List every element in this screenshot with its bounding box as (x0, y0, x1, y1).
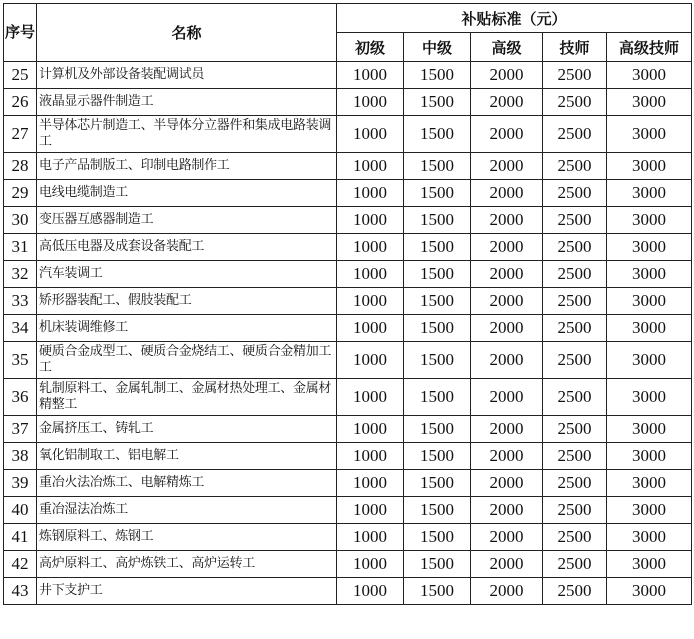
value-technician: 2500 (543, 524, 607, 551)
value-senior: 2000 (471, 180, 543, 207)
row-seq: 38 (4, 443, 37, 470)
value-senior: 2000 (471, 524, 543, 551)
table-row (4, 551, 692, 578)
row-name: 金属挤压工、铸轧工 (37, 416, 337, 443)
row-seq: 33 (4, 288, 37, 315)
value-junior: 1000 (337, 261, 404, 288)
header-subsidy-group-label: 补贴标准（元） (461, 9, 567, 28)
value-junior: 1000 (337, 342, 404, 379)
row-name: 电子产品制版工、印制电路制作工 (37, 153, 337, 180)
header-name (37, 4, 337, 62)
row-name: 炼钢原料工、炼钢工 (37, 524, 337, 551)
value-senior-technician: 3000 (607, 342, 692, 379)
value-senior-technician: 3000 (607, 180, 692, 207)
table-row (4, 379, 692, 416)
value-senior-technician: 3000 (607, 578, 692, 605)
row-name: 半导体芯片制造工、半导体分立器件和集成电路装调工 (37, 116, 337, 153)
header-level-intermediate: 中级 (404, 33, 471, 62)
value-junior: 1000 (337, 116, 404, 153)
value-senior-technician: 3000 (607, 288, 692, 315)
value-technician: 2500 (543, 288, 607, 315)
value-technician: 2500 (543, 153, 607, 180)
row-seq: 40 (4, 497, 37, 524)
table-row (4, 342, 692, 379)
value-senior: 2000 (471, 470, 543, 497)
value-senior: 2000 (471, 234, 543, 261)
value-junior: 1000 (337, 62, 404, 89)
value-senior: 2000 (471, 116, 543, 153)
table-row (4, 578, 692, 605)
row-name: 重冶火法冶炼工、电解精炼工 (37, 470, 337, 497)
value-technician: 2500 (543, 551, 607, 578)
row-name: 高炉原料工、高炉炼铁工、高炉运转工 (37, 551, 337, 578)
value-technician: 2500 (543, 497, 607, 524)
table-row (4, 416, 692, 443)
value-senior: 2000 (471, 443, 543, 470)
row-name: 轧制原料工、金属轧制工、金属材热处理工、金属材精整工 (37, 379, 337, 416)
subsidy-standard-table (3, 3, 692, 605)
value-intermediate: 1500 (404, 497, 471, 524)
header-name-label: 名称 (171, 24, 202, 42)
value-senior: 2000 (471, 578, 543, 605)
table-row (4, 443, 692, 470)
row-seq: 37 (4, 416, 37, 443)
value-junior: 1000 (337, 470, 404, 497)
row-name: 计算机及外部设备装配调试员 (37, 62, 337, 89)
value-intermediate: 1500 (404, 578, 471, 605)
row-name: 硬质合金成型工、硬质合金烧结工、硬质合金精加工工 (37, 342, 337, 379)
value-technician: 2500 (543, 207, 607, 234)
header-row-top (4, 4, 692, 33)
value-senior: 2000 (471, 315, 543, 342)
table-row (4, 153, 692, 180)
row-seq: 26 (4, 89, 37, 116)
value-intermediate: 1500 (404, 524, 471, 551)
row-seq: 34 (4, 315, 37, 342)
value-intermediate: 1500 (404, 288, 471, 315)
value-senior: 2000 (471, 379, 543, 416)
value-junior: 1000 (337, 524, 404, 551)
value-senior-technician: 3000 (607, 153, 692, 180)
value-junior: 1000 (337, 578, 404, 605)
header-level-senior: 高级 (471, 33, 543, 62)
table-row (4, 234, 692, 261)
value-senior-technician: 3000 (607, 261, 692, 288)
value-junior: 1000 (337, 89, 404, 116)
value-senior: 2000 (471, 89, 543, 116)
value-junior: 1000 (337, 379, 404, 416)
value-intermediate: 1500 (404, 89, 471, 116)
row-name: 汽车装调工 (37, 261, 337, 288)
value-intermediate: 1500 (404, 180, 471, 207)
value-technician: 2500 (543, 416, 607, 443)
value-intermediate: 1500 (404, 315, 471, 342)
header-seq (4, 4, 37, 62)
row-seq: 27 (4, 116, 37, 153)
value-technician: 2500 (543, 62, 607, 89)
value-senior-technician: 3000 (607, 497, 692, 524)
row-seq: 36 (4, 379, 37, 416)
header-level-junior: 初级 (337, 33, 404, 62)
value-senior: 2000 (471, 342, 543, 379)
row-name: 井下支护工 (37, 578, 337, 605)
value-senior-technician: 3000 (607, 234, 692, 261)
value-technician: 2500 (543, 180, 607, 207)
value-technician: 2500 (543, 578, 607, 605)
value-intermediate: 1500 (404, 443, 471, 470)
header-level-technician: 技师 (543, 33, 607, 62)
row-name: 高低压电器及成套设备装配工 (37, 234, 337, 261)
value-intermediate: 1500 (404, 261, 471, 288)
table-row (4, 315, 692, 342)
value-senior: 2000 (471, 62, 543, 89)
row-name: 电线电缆制造工 (37, 180, 337, 207)
value-intermediate: 1500 (404, 470, 471, 497)
value-technician: 2500 (543, 443, 607, 470)
row-seq: 41 (4, 524, 37, 551)
value-intermediate: 1500 (404, 153, 471, 180)
value-technician: 2500 (543, 116, 607, 153)
table-row (4, 207, 692, 234)
value-junior: 1000 (337, 153, 404, 180)
header-level-senior-technician: 高级技师 (607, 33, 692, 62)
table-row (4, 524, 692, 551)
value-senior-technician: 3000 (607, 524, 692, 551)
value-senior: 2000 (471, 416, 543, 443)
value-intermediate: 1500 (404, 62, 471, 89)
value-senior-technician: 3000 (607, 315, 692, 342)
value-senior-technician: 3000 (607, 443, 692, 470)
value-intermediate: 1500 (404, 342, 471, 379)
row-seq: 35 (4, 342, 37, 379)
value-senior-technician: 3000 (607, 416, 692, 443)
value-intermediate: 1500 (404, 207, 471, 234)
value-senior-technician: 3000 (607, 207, 692, 234)
value-senior: 2000 (471, 497, 543, 524)
value-senior-technician: 3000 (607, 89, 692, 116)
table-row (4, 89, 692, 116)
row-name: 机床装调维修工 (37, 315, 337, 342)
row-seq: 31 (4, 234, 37, 261)
value-technician: 2500 (543, 470, 607, 497)
value-intermediate: 1500 (404, 551, 471, 578)
value-technician: 2500 (543, 261, 607, 288)
row-name: 矫形器装配工、假肢装配工 (37, 288, 337, 315)
value-senior: 2000 (471, 288, 543, 315)
row-seq: 28 (4, 153, 37, 180)
value-junior: 1000 (337, 288, 404, 315)
header-seq-label: 序号 (4, 23, 35, 41)
value-senior: 2000 (471, 261, 543, 288)
row-name: 变压器互感器制造工 (37, 207, 337, 234)
value-technician: 2500 (543, 342, 607, 379)
value-senior-technician: 3000 (607, 470, 692, 497)
row-seq: 43 (4, 578, 37, 605)
value-technician: 2500 (543, 234, 607, 261)
value-junior: 1000 (337, 234, 404, 261)
value-junior: 1000 (337, 416, 404, 443)
table-row (4, 497, 692, 524)
value-technician: 2500 (543, 315, 607, 342)
row-seq: 30 (4, 207, 37, 234)
value-intermediate: 1500 (404, 234, 471, 261)
header-subsidy-group (337, 4, 692, 33)
value-senior: 2000 (471, 551, 543, 578)
value-junior: 1000 (337, 551, 404, 578)
table-row (4, 261, 692, 288)
value-junior: 1000 (337, 443, 404, 470)
row-seq: 39 (4, 470, 37, 497)
value-senior: 2000 (471, 207, 543, 234)
value-senior: 2000 (471, 153, 543, 180)
value-intermediate: 1500 (404, 379, 471, 416)
value-junior: 1000 (337, 497, 404, 524)
table-row (4, 470, 692, 497)
row-seq: 42 (4, 551, 37, 578)
value-senior-technician: 3000 (607, 379, 692, 416)
value-junior: 1000 (337, 315, 404, 342)
value-technician: 2500 (543, 379, 607, 416)
table-row (4, 180, 692, 207)
row-seq: 29 (4, 180, 37, 207)
value-junior: 1000 (337, 180, 404, 207)
table-row (4, 116, 692, 153)
row-name: 液晶显示器件制造工 (37, 89, 337, 116)
value-technician: 2500 (543, 89, 607, 116)
value-intermediate: 1500 (404, 116, 471, 153)
table-row (4, 288, 692, 315)
row-name: 重冶湿法冶炼工 (37, 497, 337, 524)
value-senior-technician: 3000 (607, 62, 692, 89)
row-seq: 32 (4, 261, 37, 288)
value-senior-technician: 3000 (607, 116, 692, 153)
value-senior-technician: 3000 (607, 551, 692, 578)
row-name: 氧化铝制取工、铝电解工 (37, 443, 337, 470)
value-junior: 1000 (337, 207, 404, 234)
row-seq: 25 (4, 62, 37, 89)
value-intermediate: 1500 (404, 416, 471, 443)
table-row (4, 62, 692, 89)
